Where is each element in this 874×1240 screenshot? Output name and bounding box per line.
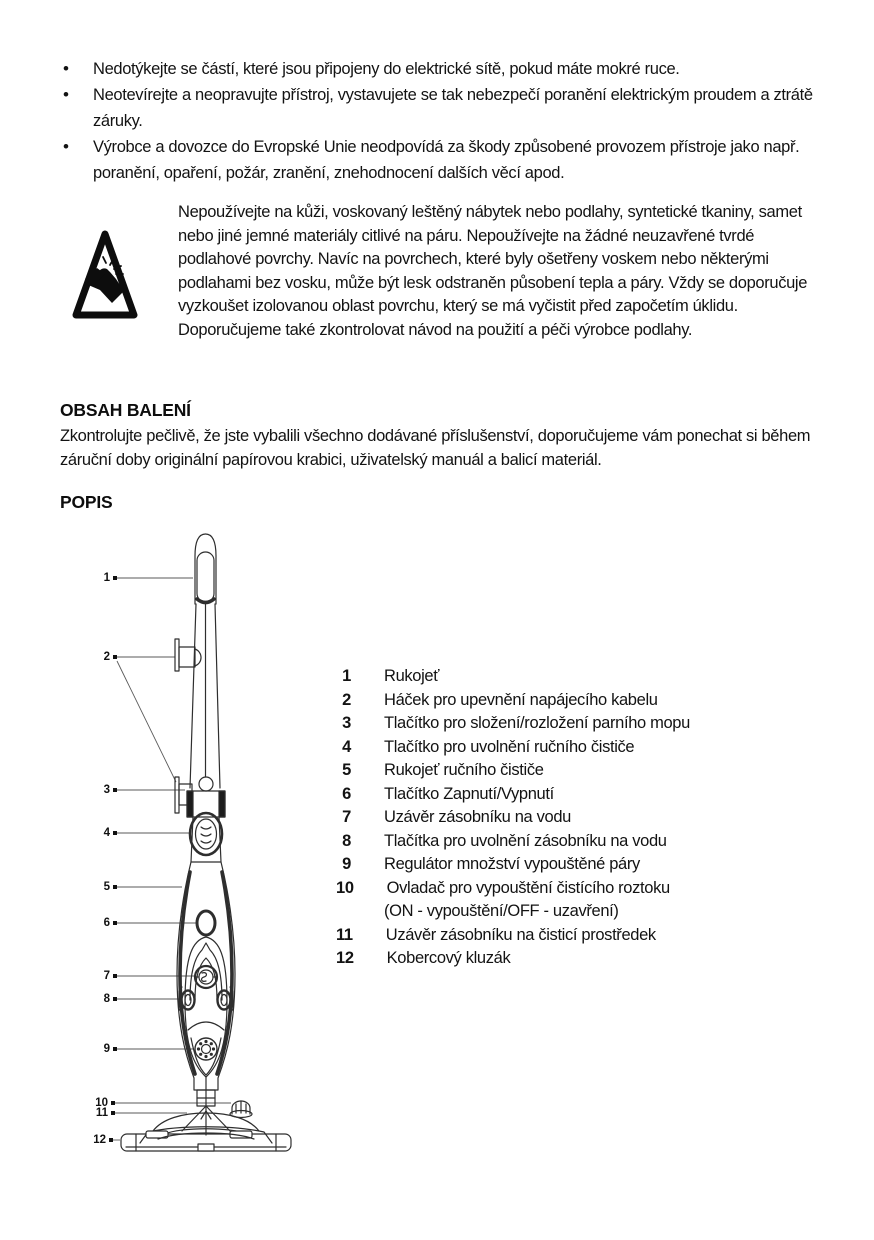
diagram-label-12: 12 — [86, 1133, 113, 1147]
label-dot-icon — [113, 788, 117, 792]
parts-list-row: 9 Regulátor množství vypouštěné páry — [342, 855, 640, 873]
label-dot-icon — [113, 1047, 117, 1051]
section-heading-popis: POPIS — [60, 492, 113, 512]
diagram-label-4: 4 — [90, 826, 117, 840]
diagram-label-3: 3 — [90, 783, 117, 797]
parts-list — [336, 665, 806, 971]
hand-steam-hazard-triangle-icon — [72, 227, 138, 342]
tank-release-buttons — [179, 987, 233, 1013]
parts-list-row: 7 Uzávěr zásobníku na vodu — [342, 808, 571, 826]
safety-bullet-list — [60, 56, 817, 186]
parts-list-row: 5 Rukojeť ručního čističe — [342, 761, 544, 779]
collar-joint — [187, 791, 225, 862]
parts-list-row: 11 Uzávěr zásobníku na čisticí prostředek — [336, 925, 656, 944]
power-button — [197, 911, 215, 935]
bullet-item — [60, 56, 817, 82]
diagram-label-2: 2 — [90, 650, 117, 664]
parts-list-row: 2 Háček pro upevnění napájecího kabelu — [342, 690, 658, 709]
diagram-label-10: 10 — [88, 1096, 115, 1110]
bullet-item — [60, 82, 817, 134]
parts-list-row: 1 Rukojeť — [342, 667, 440, 685]
label-dot-icon — [109, 1138, 113, 1142]
bullet-dot-icon: • — [63, 59, 69, 78]
label-dot-icon — [113, 885, 117, 889]
label-dot-icon — [113, 655, 117, 659]
warning-text: Nepoužívejte na kůži, voskovaný leštěný nábytek nebo podlahy, syntetické tkaniny, samet nebo jiné jemné materiály citlivé na páru. Nepoužívejte na žádné neuzavřené tvrdé podlahové povrchy. Navíc na povrchech, které byly ošetřeny voskem nebo některými podlahami bez vosku, může být lesk odstraněn působení tepla a páry. Vždy se doporučuje vyzkoušet izolovanou oblast povrchu, který se má vyčistit před započetím úklidu. Doporučujeme také zkontrolovat návod na použití a péči výrobce podlahy. — [178, 203, 808, 339]
fold-button — [199, 777, 213, 791]
parts-list-row: 4 Tlačítko pro uvolnění ručního čističe — [342, 737, 635, 756]
cable-hook-upper — [175, 639, 201, 671]
parts-list-row: (ON - vypouštění/OFF - uzavření) — [384, 902, 619, 920]
label-dot-icon — [113, 831, 117, 835]
diagram-label-8: 8 — [90, 992, 117, 1006]
parts-list-row: 8 Tlačítka pro uvolnění zásobníku na vodu — [342, 831, 667, 850]
detergent-knob — [230, 1101, 252, 1118]
label-dot-icon — [113, 576, 117, 580]
label-dot-icon — [113, 974, 117, 978]
bullet-text: Výrobce a dovozce do Evropské Unie neodpovídá za škody způsobené provozem přístroje jako např. poranění, opaření, požár, zranění, znehodnocení dalších věcí apod. — [93, 138, 800, 182]
bullet-item — [60, 134, 817, 186]
label-dot-icon — [111, 1101, 115, 1105]
diagram-label-1: 1 — [90, 571, 117, 585]
pole — [190, 604, 220, 788]
parts-list-row: 12 Kobercový kluzák — [336, 949, 511, 967]
parts-list-row: 10 Ovladač pro vypouštění čistícího roztoku — [336, 878, 670, 897]
diagram-label-7: 7 — [90, 969, 117, 983]
handle — [195, 534, 216, 604]
bullet-dot-icon: • — [63, 137, 69, 156]
steam-mop-diagram — [90, 530, 340, 1170]
parts-list-row: 3 Tlačítko pro složení/rozložení parního mopu — [342, 714, 690, 732]
bullet-dot-icon: • — [63, 85, 69, 104]
obsah-baleni-paragraph: Zkontrolujte pečlivě, že jste vybalili všechno dodávané příslušenství, doporučujeme vám ponechat si během záruční doby originální papírovou krabici, uživatelský manuál a balicí materiál. — [60, 427, 811, 469]
diagram-label-6: 6 — [90, 916, 117, 930]
release-button — [190, 813, 222, 855]
water-tank-cap — [190, 943, 222, 1000]
leader-lines — [112, 578, 231, 1140]
parts-list-row: 6 Tlačítko Zapnutí/Vypnutí — [342, 784, 554, 803]
diagram-label-5: 5 — [90, 880, 117, 894]
popis-figure — [90, 530, 820, 1190]
label-dot-icon — [113, 997, 117, 1001]
label-dot-icon — [113, 921, 117, 925]
label-dot-icon — [111, 1111, 115, 1115]
section-heading-obsah-baleni: OBSAH BALENÍ — [60, 400, 191, 420]
warning-block — [72, 201, 818, 342]
diagram-label-9: 9 — [90, 1042, 117, 1056]
diagram-label-11: 11 — [88, 1106, 115, 1120]
bullet-text: Neotevírejte a neopravujte přístroj, vystavujete se tak nebezpečí poranění elektrickým proudem a ztrátě záruky. — [93, 86, 813, 130]
bullet-text: Nedotýkejte se částí, které jsou připojeny do elektrické sítě, pokud máte mokré ruce. — [93, 60, 680, 78]
